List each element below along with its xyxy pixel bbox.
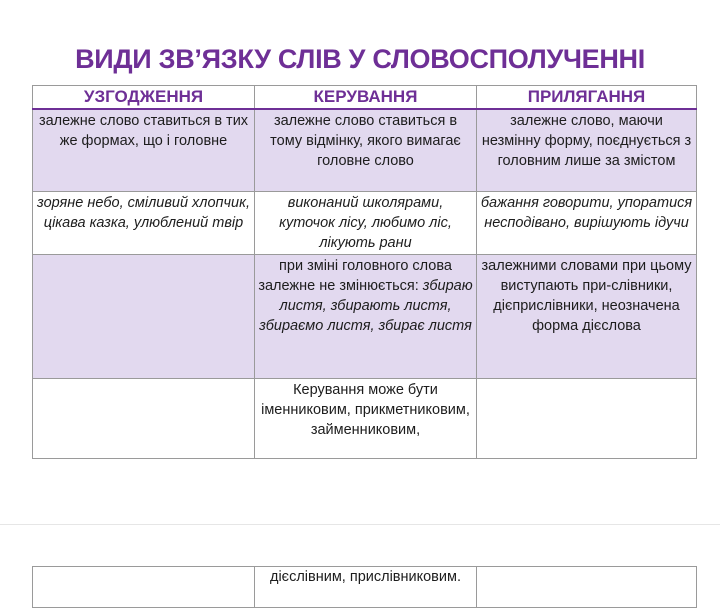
cell-adjunction-examples: бажання говорити, упоратися несподівано, вирішують ідучи: [477, 191, 697, 254]
header-agreement: УЗГОДЖЕННЯ: [33, 86, 255, 110]
cell-adjunction-definition: залежне слово, маючи незмінну форму, поєднується з головним лише за змістом: [477, 109, 697, 191]
cell-government-types-continued: дієслівним, прислівниковим.: [255, 567, 477, 608]
table-row: [33, 254, 697, 378]
cell-empty: [33, 254, 255, 378]
cell-adjunction-note: залежними словами при цьому виступають при-слівники, дієприслівники, неозначена форма дієслова: [477, 254, 697, 378]
cell-agreement-examples: зоряне небо, сміливий хлопчик, цікава казка, улюблений твір: [33, 191, 255, 254]
table-row: [33, 567, 697, 608]
cell-government-definition: залежне слово ставиться в тому відмінку, якого вимагає головне слово: [255, 109, 477, 191]
government-note-text: при зміні головного слова залежне не змінюється:: [258, 257, 452, 294]
cell-government-examples: виконаний школярами, куточок лісу, любимо ліс, лікують рани: [255, 191, 477, 254]
page-divider: [0, 524, 720, 525]
header-government: КЕРУВАННЯ: [255, 86, 477, 110]
continuation-table: [32, 566, 697, 608]
cell-government-note: [255, 254, 477, 378]
cell-government-types: Керування може бути іменниковим, прикметниковим, займенниковим,: [255, 378, 477, 458]
table-row: [33, 191, 697, 254]
government-note-examples: збираю листя, збирають листя, збираємо листя, збирає листя: [259, 277, 473, 334]
cell-empty: [477, 378, 697, 458]
page-title: ВИДИ ЗВ’ЯЗКУ СЛІВ У СЛОВОСПОЛУЧЕННІ: [75, 44, 645, 74]
cell-empty: [33, 567, 255, 608]
table-header-row: [33, 86, 697, 110]
cell-agreement-definition: залежне слово ставиться в тих же формах, що і головне: [33, 109, 255, 191]
cell-empty: [477, 567, 697, 608]
table-row: [33, 378, 697, 458]
header-adjunction: ПРИЛЯГАННЯ: [477, 86, 697, 110]
table-row: [33, 109, 697, 191]
cell-empty: [33, 378, 255, 458]
relations-table: [32, 85, 697, 459]
